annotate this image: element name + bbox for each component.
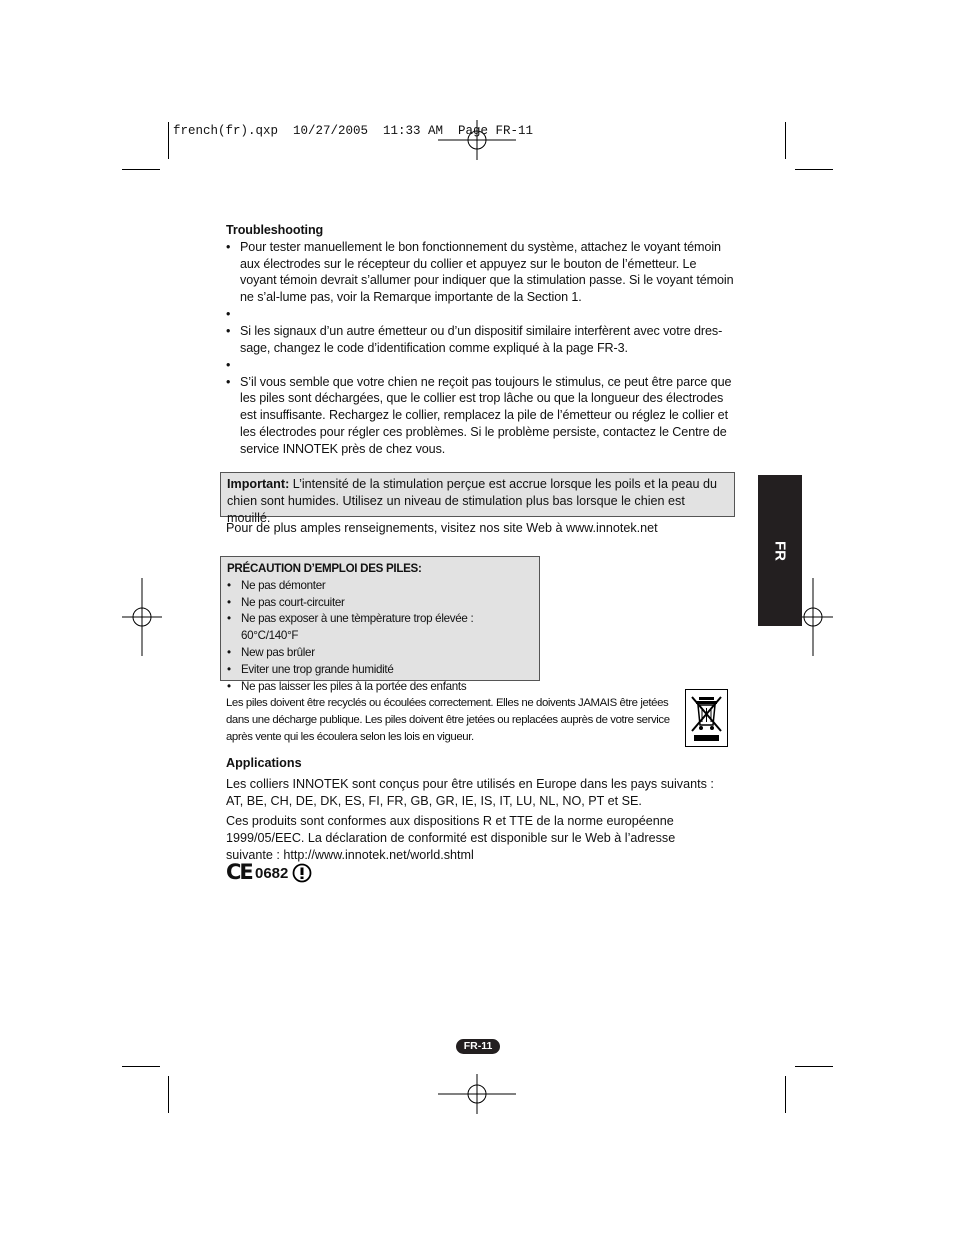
language-tab — [758, 475, 802, 626]
applications-conformity: Ces produits sont conformes aux dispositions R et TTE de la norme européenne 1999/05/EEC. La déclaration de conformité est disponible sur le Web à l’adresse suivante : http://www.innotek.net/world.shtml — [226, 814, 676, 862]
important-label: Important: — [227, 477, 290, 491]
crop-mark — [168, 1076, 169, 1113]
file-slug: french(fr).qxp 10/27/2005 11:33 AM Page FR-11 — [173, 124, 534, 138]
applications-countries: Les colliers INNOTEK sont conçus pour être utilisés en Europe dans les pays suivants : AT, BE, CH, DE, DK, ES, FI, FR, GB, GR, IE, IS, IT, LU, NL, NO, PT et SE. — [226, 776, 714, 808]
language-tab-label: FR — [771, 540, 789, 561]
registration-mark-icon — [122, 578, 162, 656]
page-number: FR-11 — [456, 1039, 500, 1054]
list-item: • Ne pas exposer à une tèmpèrature trop élevée : 60°C/140°F — [227, 611, 533, 645]
registration-mark-icon — [438, 1074, 516, 1114]
crop-mark — [785, 122, 786, 159]
important-text: L’intensité de la stimulation perçue est accrue lorsque les poils et la peau du chien sont humides. Utilisez un niveau de stimulation plus bas lorsque le chien est mouillé. — [227, 477, 718, 525]
alert-class-icon — [292, 863, 312, 883]
troubleshooting-heading: Troubleshooting — [226, 223, 324, 237]
troubleshooting-list — [226, 239, 734, 458]
crop-mark — [795, 169, 833, 170]
weee-bin-icon — [685, 689, 728, 747]
crop-mark — [785, 1076, 786, 1113]
list-item: • Ne pas laisser les piles à la portée des enfants — [227, 679, 533, 696]
crop-mark — [168, 122, 169, 159]
list-item: • Si les signaux d’un autre émetteur ou d’un dispositif similaire interfèrent avec votre dres-sage, changez le code d’identification comme expliqué à la page FR-3. — [226, 323, 734, 357]
list-item: • S’il vous semble que votre chien ne reçoit pas toujours le stimulus, ce peut être parce que les piles sont déchargées, que le collier est trop lâche ou que la longueur des électrodes est insuffisante. Rechargez le collier, remplacez la pile de l’émetteur ou réglez le collier et les électrodes pour régler ces problèmes. Si le problème persiste, contactez le Centre de service INNOTEK près de chez vous. — [226, 374, 734, 458]
applications-section — [226, 755, 726, 864]
list-item: • Pour tester manuellement le bon fonctionnement du système, attachez le voyant témoin aux électrodes sur le récepteur du collier et appuyez sur le bouton de l’émetteur. Le voyant témoin devrait s’allumer pour indiquer que la stimulation passe. Si le voyant témoin ne s’al-lume pas, voir la Remarque importante de la Section 1. — [226, 239, 734, 306]
list-item: • Ne pas démonter — [227, 578, 533, 595]
troubleshooting-section — [226, 222, 734, 458]
list-item: • Ne pas court-circuiter — [227, 595, 533, 612]
list-item: • Eviter une trop grande humidité — [227, 662, 533, 679]
precaution-list — [227, 578, 533, 696]
precaution-heading: PRÉCAUTION D’EMPLOI DES PILES: — [227, 562, 422, 575]
crop-mark — [122, 1066, 160, 1067]
more-info-text: Pour de plus amples renseignements, visitez nos site Web à www.innotek.net — [226, 521, 658, 535]
list-item: • New pas brûler — [227, 645, 533, 662]
ce-mark: CE — [226, 860, 252, 884]
applications-heading: Applications — [226, 756, 302, 770]
recycle-text: Les piles doivent être recyclés ou écoulées correctement. Elles ne doivents JAMAIS être jetées dans une décharge publique. Les piles doivent être jetées ou replacées auprès de votre service après vente qui les écoulera selon les lois en vigueur. — [226, 697, 670, 743]
precaution-box — [220, 556, 540, 693]
notified-body-number: 0682 — [255, 865, 289, 882]
crop-mark — [122, 169, 160, 170]
important-box — [220, 472, 735, 525]
crop-mark — [795, 1066, 833, 1067]
